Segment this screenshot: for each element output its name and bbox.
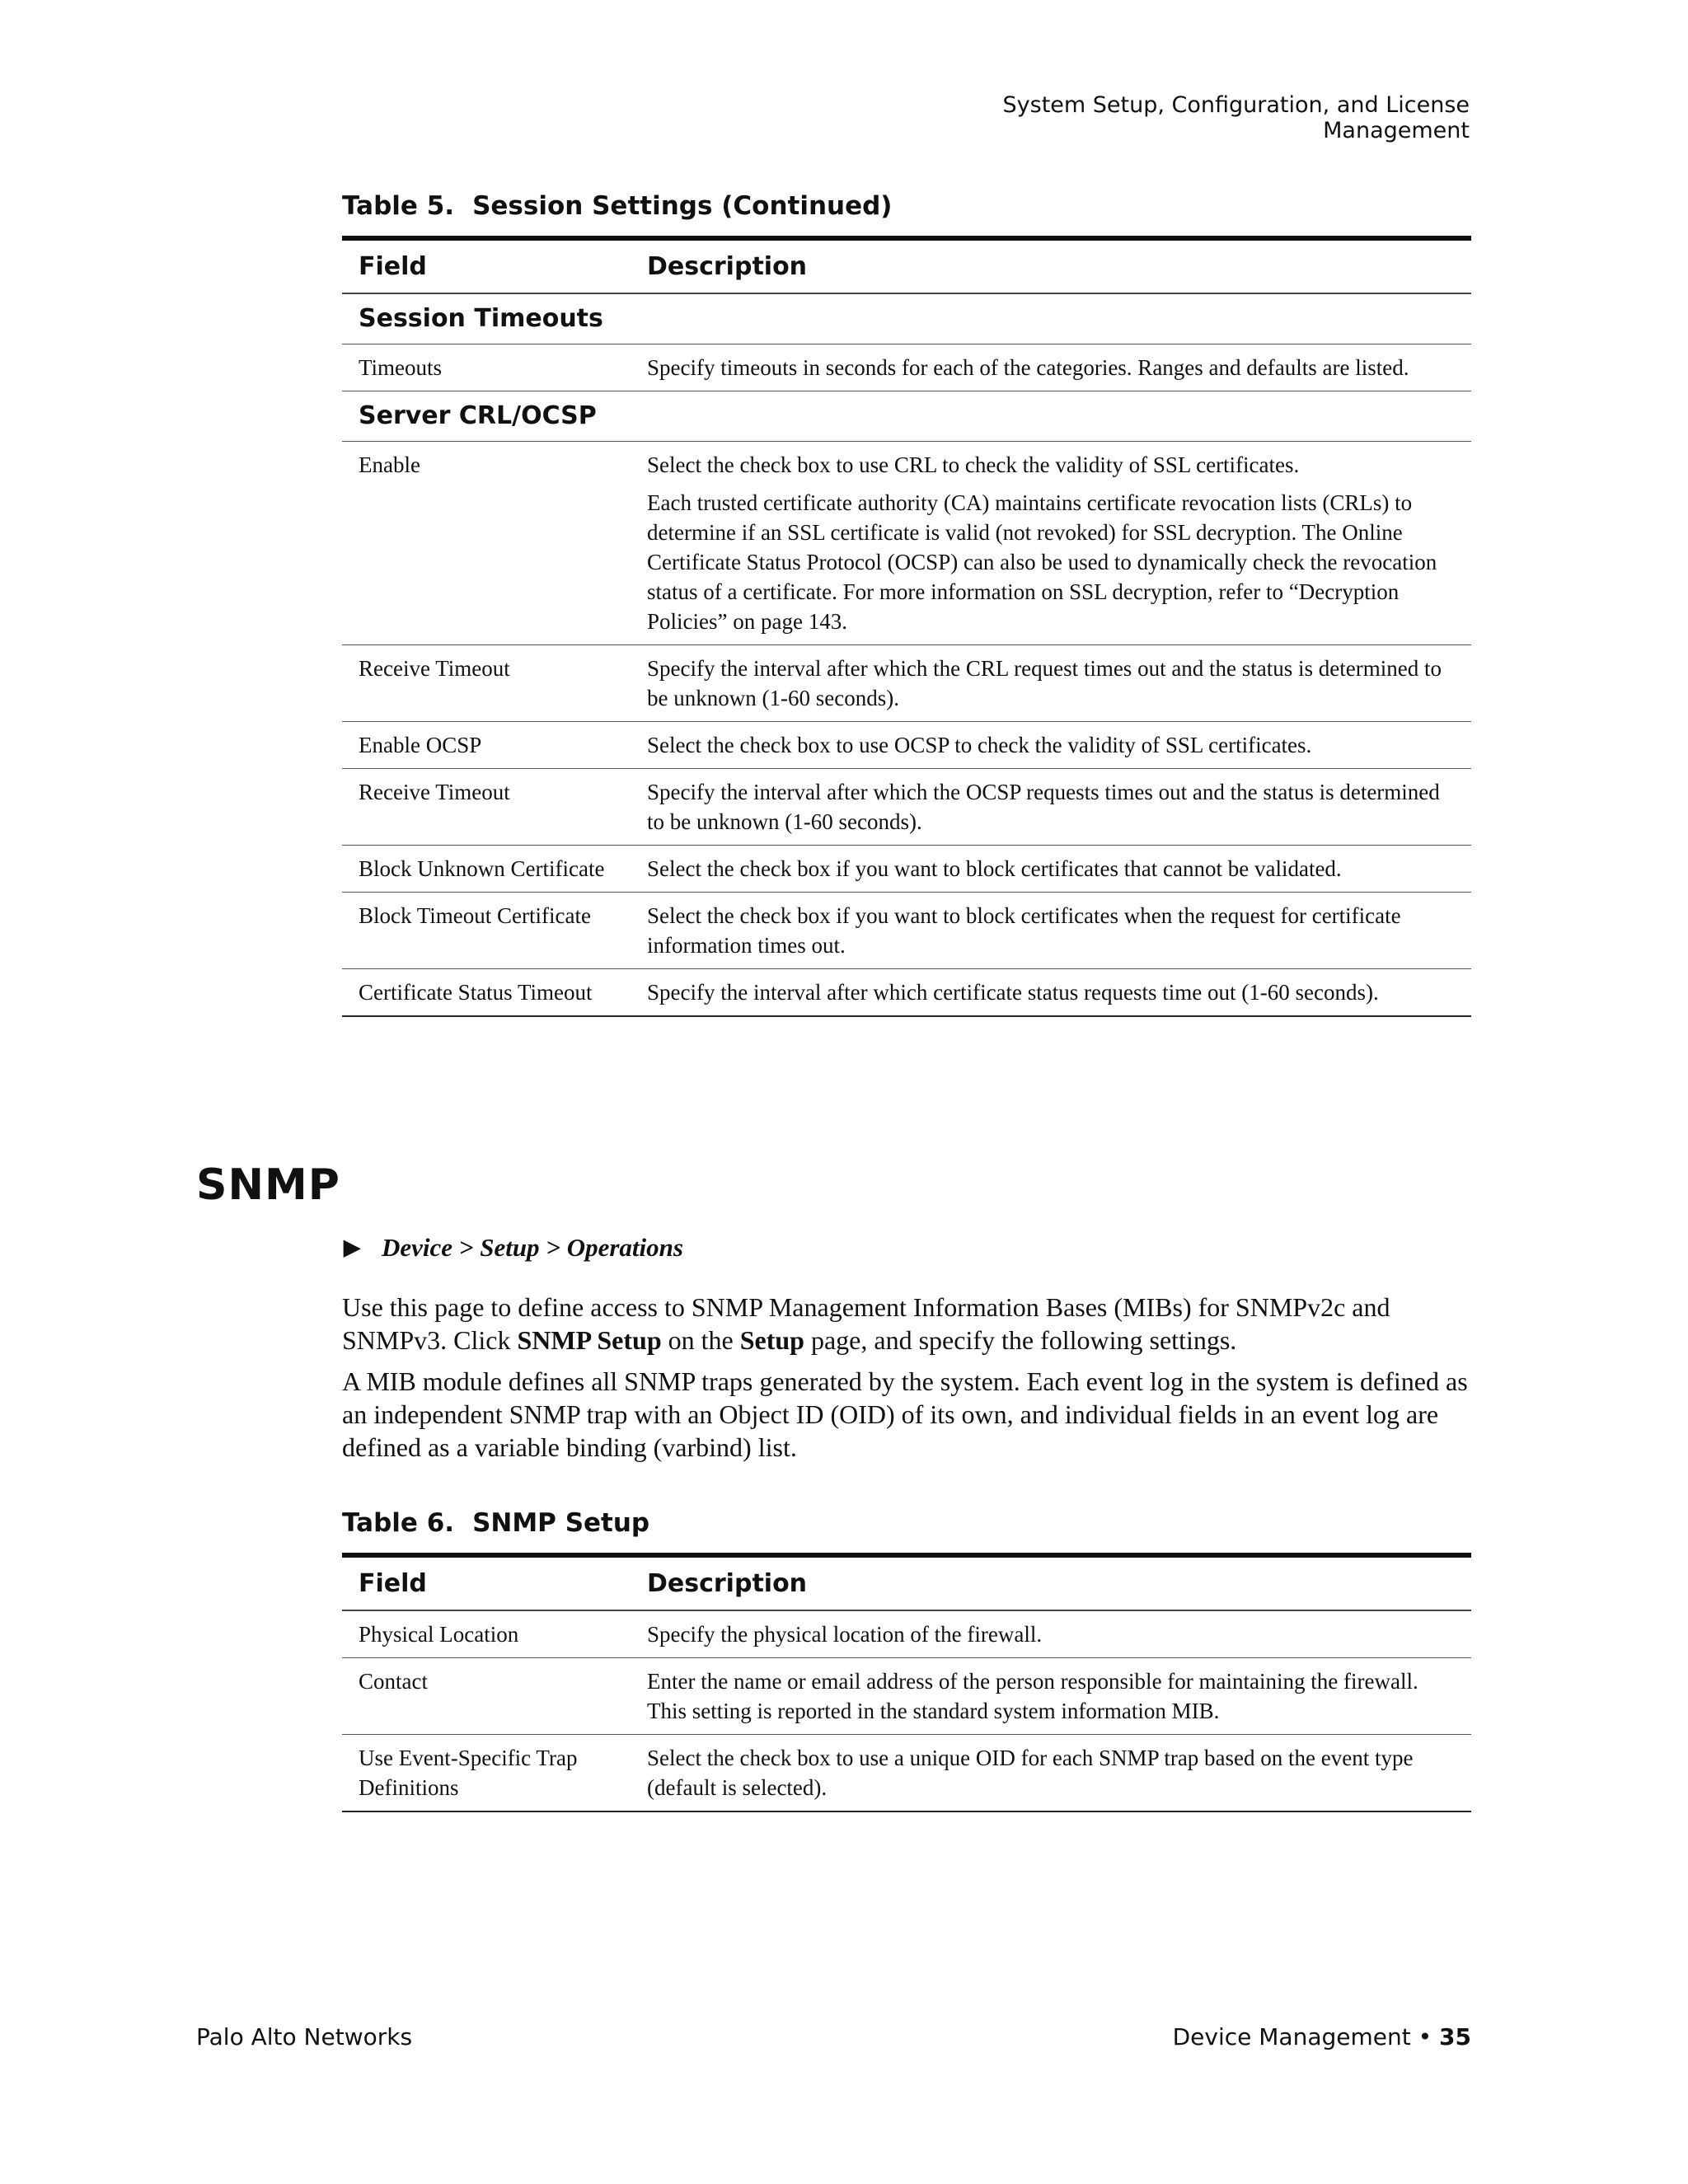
table-row — [342, 893, 1471, 969]
session-settings-table — [342, 236, 1471, 1017]
field-cell: Block Timeout Certificate — [342, 893, 631, 969]
section-session-timeouts: Session Timeouts — [342, 293, 1471, 344]
para-text: Use this page to define access to SNMP Management Information Bases (MIBs) for SNMPv2c and SNMPv3. Click — [342, 1292, 1390, 1355]
table-row — [342, 769, 1471, 846]
table5-header-row — [342, 238, 1471, 293]
para-text: page, and specify the following settings. — [804, 1325, 1237, 1355]
description-cell — [631, 442, 1471, 645]
description-paragraph: Select the check box to use CRL to check the validity of SSL certificates. — [647, 452, 1300, 477]
table5-header-field: Field — [342, 238, 631, 293]
table-row — [342, 645, 1471, 722]
description-cell: Select the check box if you want to block certificates when the request for certificate information times out. — [631, 893, 1471, 969]
description-cell: Specify timeouts in seconds for each of the categories. Ranges and defaults are listed. — [631, 344, 1471, 391]
table6-header-field: Field — [342, 1555, 631, 1610]
table-row — [342, 1658, 1471, 1735]
table-row — [342, 344, 1471, 391]
description-cell: Specify the interval after which certificate status requests time out (1-60 seconds). — [631, 969, 1471, 1017]
description-cell: Enter the name or email address of the person responsible for maintaining the firewall. This setting is reported in the standard system information MIB. — [631, 1658, 1471, 1735]
footer-page-number: 35 — [1439, 2023, 1471, 2050]
table6-caption-number: Table 6. — [342, 1508, 455, 1538]
snmp-mib-paragraph — [342, 1365, 1471, 1464]
table6-caption-title: SNMP Setup — [472, 1508, 650, 1538]
field-cell: Physical Location — [342, 1610, 631, 1658]
table5-section-row — [342, 391, 1471, 442]
footer-page-info — [1059, 2023, 1471, 2050]
description-cell: Specify the physical location of the firewall. — [631, 1610, 1471, 1658]
navigation-path — [342, 1233, 683, 1263]
field-cell: Receive Timeout — [342, 769, 631, 846]
table5-caption-number: Table 5. — [342, 191, 455, 221]
table6-caption — [342, 1508, 649, 1538]
field-cell: Enable OCSP — [342, 722, 631, 769]
field-cell: Contact — [342, 1658, 631, 1735]
section-server-crl-ocsp: Server CRL/OCSP — [342, 391, 1471, 442]
table-row — [342, 722, 1471, 769]
para-text: A MIB module defines all SNMP traps generated by the system. Each event log in the system is defined as an independent SNMP trap with an Object ID (OID) of its own, and individual fields in an event log are defined as a variable binding (varbind) list. — [342, 1366, 1468, 1462]
description-cell: Specify the interval after which the OCSP requests times out and the status is determined to be unknown (1-60 seconds). — [631, 769, 1471, 846]
table-row — [342, 1735, 1471, 1812]
table6-header-description: Description — [631, 1555, 1471, 1610]
field-cell: Certificate Status Timeout — [342, 969, 631, 1017]
ui-term-snmp-setup: SNMP Setup — [517, 1325, 662, 1355]
field-cell: Receive Timeout — [342, 645, 631, 722]
table5-caption — [342, 191, 892, 221]
footer-bullet: • — [1418, 2023, 1432, 2050]
ui-term-setup: Setup — [739, 1325, 804, 1355]
snmp-intro-paragraph — [342, 1291, 1471, 1357]
footer-company: Palo Alto Networks — [196, 2023, 413, 2050]
table-row — [342, 442, 1471, 645]
table5-caption-title: Session Settings (Continued) — [472, 191, 893, 221]
description-cell: Specify the interval after which the CRL request times out and the status is determined to be unknown (1-60 seconds). — [631, 645, 1471, 722]
table-row — [342, 846, 1471, 893]
field-cell: Enable — [342, 442, 631, 645]
description-paragraph: Each trusted certificate authority (CA) maintains certificate revocation lists (CRLs) to determine if an SSL certificate is valid (not revoked) for SSL decryption. The Online Certificate Status Protocol (OCSP) can also be used to dynamically check the revocation status of a certificate. For more information on SSL decryption, refer to “Decryption Policies” on page 143. — [647, 490, 1437, 634]
para-text: on the — [661, 1325, 740, 1355]
field-cell: Use Event-Specific Trap Definitions — [342, 1735, 631, 1812]
snmp-setup-table — [342, 1553, 1471, 1812]
table5-section-row — [342, 293, 1471, 344]
footer-chapter: Device Management — [1172, 2023, 1411, 2050]
description-cell: Select the check box if you want to block certificates that cannot be validated. — [631, 846, 1471, 893]
triangle-right-icon: ▶ — [344, 1235, 360, 1259]
nav-path-text: Device > Setup > Operations — [382, 1233, 683, 1262]
section-title-snmp: SNMP — [196, 1160, 340, 1210]
table6-header-row — [342, 1555, 1471, 1610]
table-row — [342, 969, 1471, 1017]
field-cell: Block Unknown Certificate — [342, 846, 631, 893]
description-cell: Select the check box to use OCSP to check the validity of SSL certificates. — [631, 722, 1471, 769]
description-cell: Select the check box to use a unique OID for each SNMP trap based on the event type (default is selected). — [631, 1735, 1471, 1812]
field-cell: Timeouts — [342, 344, 631, 391]
table5-header-description: Description — [631, 238, 1471, 293]
table-row — [342, 1610, 1471, 1658]
running-header: System Setup, Configuration, and License Management — [1002, 92, 1470, 143]
